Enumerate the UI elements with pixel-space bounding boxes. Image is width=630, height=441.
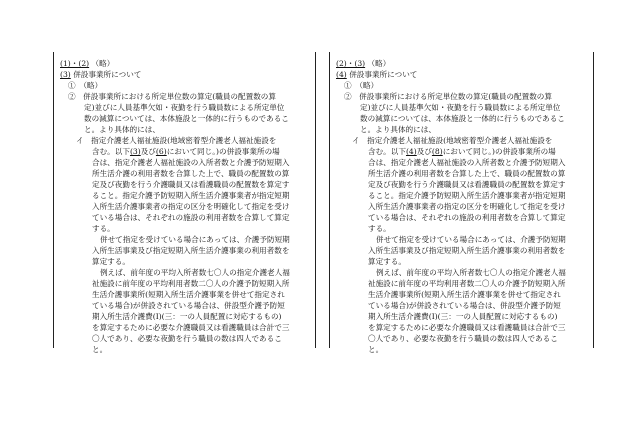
left-item-2-line: 定)並びに人員基準欠如・夜勤を行う職員数による所定単位 bbox=[84, 103, 285, 112]
left-heading-2 bbox=[60, 69, 312, 80]
right-example-line: 期入所生活介護費(Ⅰ)(三：一の人員配置に対応するもの) bbox=[368, 312, 558, 321]
left-example-line: ている場合)が併設されている場合は、併設型介護予防短 bbox=[92, 301, 285, 310]
right-item-2-line: ② 併設事業所における所定単位数の算定(職員の配置数の算 bbox=[344, 92, 552, 101]
left-column-text bbox=[60, 58, 312, 355]
left-item-i-line: ている場合は、それぞれの施設の利用者数を合算して算定 bbox=[92, 213, 290, 222]
left-item-i-line: する。 bbox=[92, 224, 115, 233]
right-column bbox=[329, 52, 594, 354]
left-item-i-line: 入所生活介護事業者の指定の区分を明確化して指定を受け bbox=[92, 202, 290, 211]
left-example-line: 生活介護事業所(短期入所生活介護事業を併せて指定され bbox=[92, 290, 285, 299]
right-border bbox=[593, 52, 594, 348]
right-item-i-line: する。 bbox=[368, 224, 391, 233]
right-also-line: 併せて指定を受けている場合にあっては、介護予防短期 bbox=[376, 235, 566, 244]
right-heading-1-note: （略） bbox=[367, 59, 391, 68]
column-divider bbox=[315, 52, 316, 348]
left-item-i-line: 定及び夜勤を行う介護職員又は看護職員の配置数を算定す bbox=[92, 180, 290, 189]
right-column-text bbox=[336, 58, 590, 355]
right-heading-2-number: (4) bbox=[336, 70, 347, 79]
left-heading-2-label: 併設事業所について bbox=[73, 70, 142, 79]
left-item-i-line: 所生活介護の利用者数を合算した上で、職員の配置数の算 bbox=[92, 169, 290, 178]
right-example-line: を算定するために必要な介護職員又は看護職員は合計で三 bbox=[368, 323, 566, 332]
right-example-line: 祉施設に前年度の平均利用者数二〇人の介護予防短期入所 bbox=[368, 279, 566, 288]
right-item-i-line: ること。指定介護予防短期入所生活介護事業者が指定短期 bbox=[368, 191, 566, 200]
left-item-1: ① （略） bbox=[68, 81, 103, 90]
right-example-line: 例えば、前年度の平均入所者数七〇人の指定介護老人福 bbox=[376, 268, 566, 277]
right-item-i-line: 含む。以下(4)及び(8)において同じ。)の併設事業所の場 bbox=[368, 147, 556, 156]
left-item-2-line: と。より具体的には、 bbox=[84, 125, 160, 134]
right-example-line: ている場合)が併設されている場合は、併設型介護予防短 bbox=[368, 301, 561, 310]
right-item-2-line: と。より具体的には、 bbox=[360, 125, 436, 134]
left-example-line: 期入所生活介護費(Ⅰ)(三：一の人員配置に対応するもの) bbox=[92, 312, 282, 321]
left-example-line: と。 bbox=[92, 345, 108, 354]
left-example-line: 例えば、前年度の平均入所者数七〇人の指定介護老人福 bbox=[100, 268, 290, 277]
left-item-i-line: 合は、指定介護老人福祉施設の入所者数と介護予防短期入 bbox=[92, 158, 290, 167]
right-also-line: 算定する。 bbox=[368, 257, 406, 266]
left-item-i-line: ること。指定介護予防短期入所生活介護事業者が指定短期 bbox=[92, 191, 290, 200]
right-item-i-line: 所生活介護の利用者数を合算した上で、職員の配置数の算 bbox=[368, 169, 566, 178]
right-item-i-line: 定及び夜勤を行う介護職員又は看護職員の配置数を算定す bbox=[368, 180, 566, 189]
right-item-i-line: 入所生活介護事業者の指定の区分を明確化して指定を受け bbox=[368, 202, 566, 211]
left-heading-2-number: (3) bbox=[60, 70, 71, 79]
right-item-i-line: 合は、指定介護老人福祉施設の入所者数と介護予防短期入 bbox=[368, 158, 566, 167]
right-example-line: 〇人であり、必要な夜勤を行う職員の数は四人であるこ bbox=[368, 334, 558, 343]
right-item-1: ① （略） bbox=[344, 81, 379, 90]
right-heading-2-label: 併設事業所について bbox=[349, 70, 418, 79]
left-example-line: 〇人であり、必要な夜勤を行う職員の数は四人であるこ bbox=[92, 334, 282, 343]
right-heading-1-number: (2)・(3) bbox=[336, 59, 366, 68]
left-item-i-line: 含む。以下(3)及び(6)において同じ。)の併設事業所の場 bbox=[92, 147, 280, 156]
right-item-i-line: ている場合は、それぞれの施設の利用者数を合算して算定 bbox=[368, 213, 566, 222]
left-example-line: 祉施設に前年度の平均利用者数二〇人の介護予防短期入所 bbox=[92, 279, 290, 288]
right-example-line: と。 bbox=[368, 345, 384, 354]
left-column bbox=[53, 52, 316, 354]
right-heading-1 bbox=[336, 58, 590, 69]
right-item-2-line: 数の減算については、本体施設と一体的に行うものであるこ bbox=[360, 114, 565, 123]
left-also-line: 入所生活事業及び指定短期入所生活介護事業の利用者数を bbox=[92, 246, 290, 255]
left-also-line: 算定する。 bbox=[92, 257, 130, 266]
left-heading-1-number: (1)・(2) bbox=[60, 59, 90, 68]
left-heading-1 bbox=[60, 58, 312, 69]
left-item-2-line: 数の減算については、本体施設と一体的に行うものであるこ bbox=[84, 114, 289, 123]
left-item-i-line: イ 指定介護老人福祉施設(地域密着型介護老人福祉施設を bbox=[76, 136, 277, 145]
left-item-2-line: ② 併設事業所における所定単位数の算定(職員の配置数の算 bbox=[68, 92, 276, 101]
left-also-line: 併せて指定を受けている場合にあっては、介護予防短期 bbox=[100, 235, 290, 244]
right-item-i-line: イ 指定介護老人福祉施設(地域密着型介護老人福祉施設を bbox=[352, 136, 553, 145]
left-example-line: を算定するために必要な介護職員又は看護職員は合計で三 bbox=[92, 323, 290, 332]
right-also-line: 入所生活事業及び指定短期入所生活介護事業の利用者数を bbox=[368, 246, 566, 255]
right-heading-2 bbox=[336, 69, 590, 80]
left-heading-1-note: （略） bbox=[91, 59, 115, 68]
right-item-2-line: 定)並びに人員基準欠如・夜勤を行う職員数による所定単位 bbox=[360, 103, 561, 112]
right-example-line: 生活介護事業所(短期入所生活介護事業を併せて指定され bbox=[368, 290, 561, 299]
